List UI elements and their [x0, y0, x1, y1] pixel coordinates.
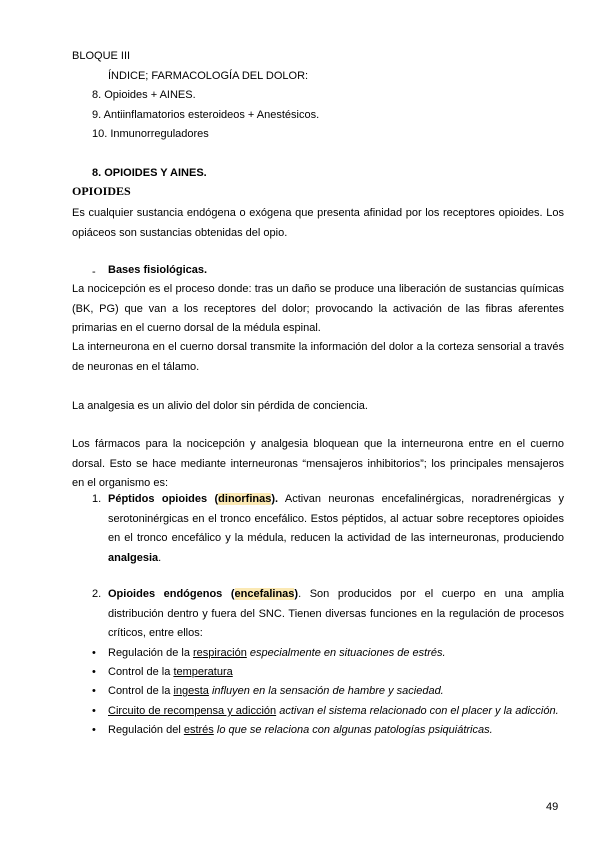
bullet-underlined: Circuito de recompensa y adicción: [108, 705, 277, 717]
analgesia-bold: analgesia: [108, 551, 159, 564]
peptidos-lead-end: ).: [271, 493, 279, 505]
bullet-underlined: respiración: [193, 647, 247, 659]
bullet-item-ingesta: [108, 682, 444, 702]
opioides-lead: Opioides endógenos (: [108, 588, 235, 600]
bullet-marker: •: [92, 647, 96, 659]
bullet-italic: especialmente en situaciones de estrés.: [249, 647, 446, 659]
bases-heading: Bases fisiológicas.: [108, 264, 208, 276]
bullet-pre: Control de la: [108, 666, 174, 678]
bullet-item-temperatura: [108, 663, 233, 683]
bullet-underlined: estrés: [183, 724, 214, 736]
peptidos-end: .: [158, 551, 162, 564]
bullet-item-recompensa: [108, 702, 559, 722]
bullet-pre: Control de la: [108, 685, 174, 697]
list-number-1: 1.: [92, 493, 102, 505]
list-item-opioides-endogenos: [108, 585, 564, 644]
bullet-marker: •: [92, 705, 96, 717]
opioides-lead-end: ): [294, 588, 299, 600]
peptidos-lead: Péptidos opioides (: [108, 493, 219, 505]
bullet-item-estres: [108, 721, 493, 741]
peptidos-text: Activan neuronas encefalinérgicas, noradrenérgicas y serotoninérgicas en el tronco encefálico. Estos péptidos, al actuar sobre receptores opioides en el tronco encefálico y la médula, reducen la actividad de las interneuronas, produciendo: [108, 493, 565, 544]
bullet-italic: activan el sistema relacionado con el placer y la adicción.: [279, 705, 559, 717]
bullet-pre: Regulación de la: [108, 647, 194, 659]
opioides-text: . Son producidos por el cuerpo en una amplia distribución dentro y fuera del SNC. Tienen diversas funciones en la regulación de procesos críticos, entre ellos:: [108, 588, 564, 639]
section-subtitle: OPIOIDES: [72, 184, 131, 198]
bullet-pre: Regulación del: [108, 724, 184, 736]
section-title: 8. OPIOIDES Y AINES.: [92, 167, 207, 179]
list-number-2: 2.: [92, 588, 102, 600]
dinorfinas-highlight: dinorfinas: [218, 493, 272, 505]
block-label: BLOQUE III: [72, 50, 131, 62]
analgesia-paragraph: La analgesia es un alivio del dolor sin pérdida de conciencia.: [72, 400, 368, 412]
list-item-peptidos: [108, 490, 564, 568]
index-item-8: 8. Opioides + AINES.: [92, 89, 196, 101]
page-number: 49: [546, 801, 559, 813]
bullet-underlined: temperatura: [173, 666, 233, 678]
intro-paragraph: Es cualquier sustancia endógena o exógena que presenta afinidad por los receptores opioides. Los opiáceos son sustancias obtenidas del opio.: [72, 207, 564, 239]
bullet-underlined: ingesta: [173, 685, 209, 697]
bullet-marker: •: [92, 666, 96, 678]
bullet-italic: influyen en la sensación de hambre y saciedad.: [211, 685, 444, 697]
index-title: ÍNDICE; FARMACOLOGÍA DEL DOLOR:: [108, 70, 309, 82]
nocicepcion-paragraph: La nocicepción es el proceso donde: tras un daño se produce una liberación de sustancias químicas (BK, PG) que van a los receptores del dolor; provocando la activación de las fibras aferentes primarias en el cuerno dorsal de la médula espinal.: [72, 283, 564, 334]
encefalinas-highlight: encefalinas: [234, 588, 295, 600]
interneurona-paragraph: La interneurona en el cuerno dorsal transmite la información del dolor a la corteza sensorial a través de neuronas en el tálamo.: [72, 341, 564, 373]
dash-marker: -: [92, 266, 96, 278]
bullet-italic: lo que se relaciona con algunas patologías psiquiátricas.: [216, 724, 493, 736]
farmacos-paragraph: Los fármacos para la nocicepción y analgesia bloquean que la interneurona entre en el cuerno dorsal. Esto se hace mediante interneuronas “mensajeros inhibitorios”; los principales mensajeros en el organismo es:: [72, 438, 564, 489]
bullet-marker: •: [92, 724, 96, 736]
index-item-9: 9. Antiinflamatorios esteroideos + Anestésicos.: [92, 109, 320, 121]
bullet-marker: •: [92, 685, 96, 697]
bullet-item-respiracion: [108, 644, 446, 664]
index-item-10: 10. Inmunorreguladores: [92, 128, 209, 140]
